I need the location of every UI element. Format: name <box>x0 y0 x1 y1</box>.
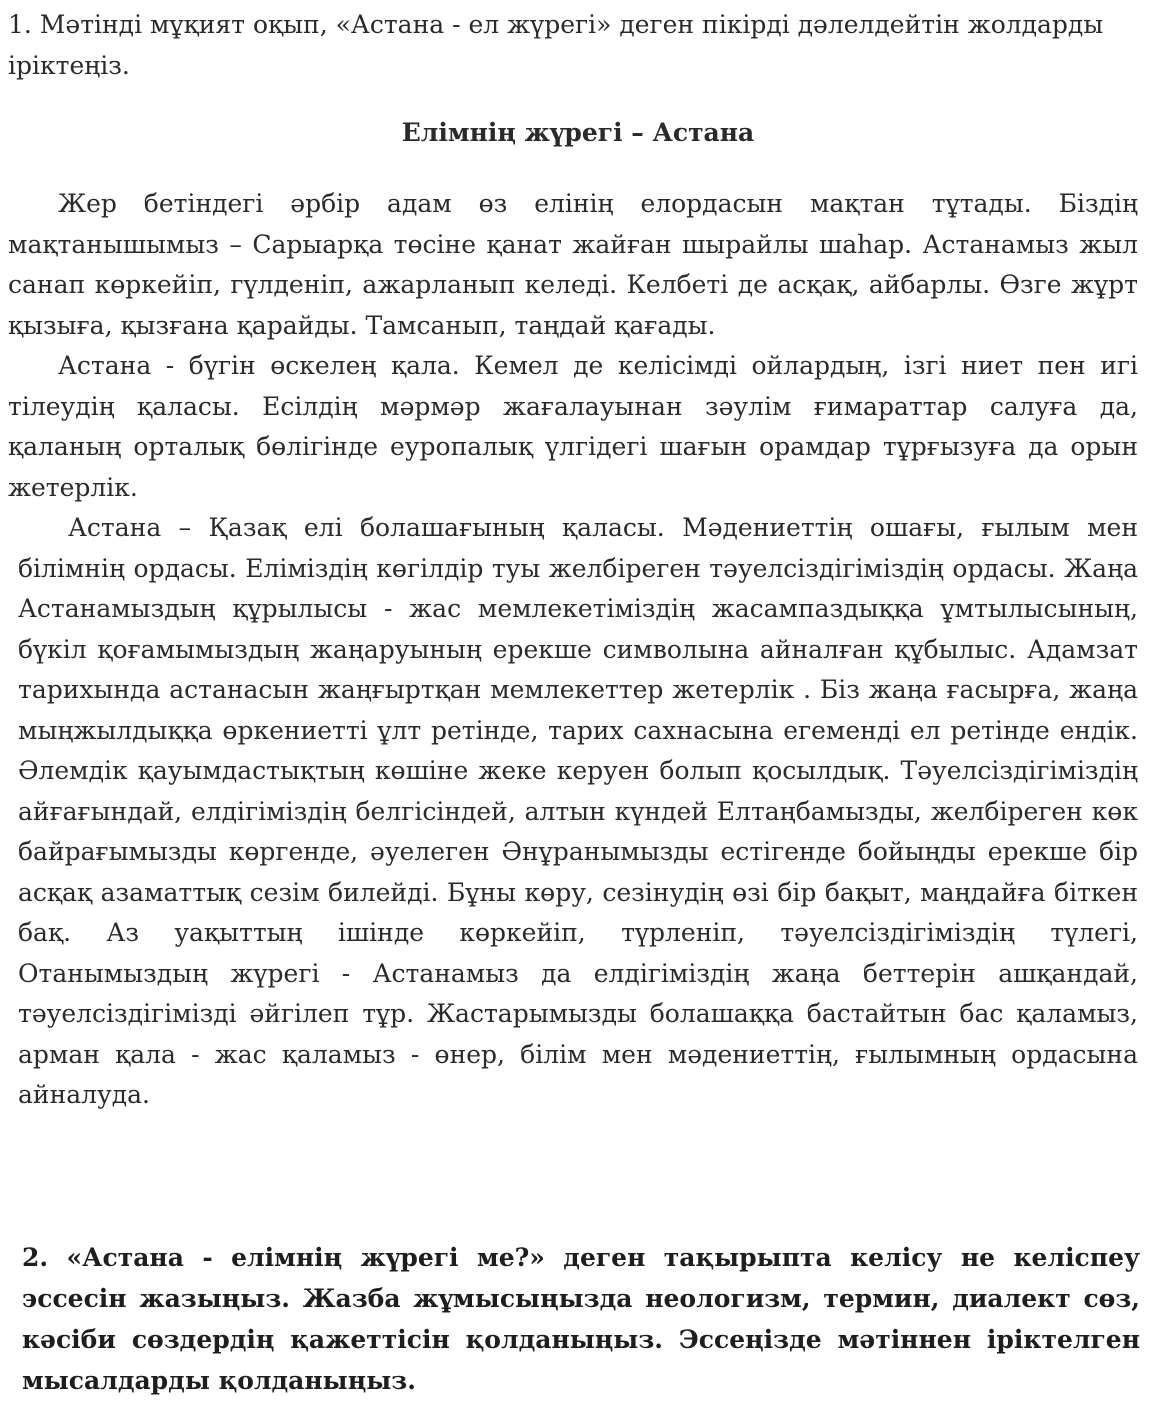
article-paragraph-3: Астана – Қазақ елі болашағының қаласы. Мәдениеттің ошағы, ғылым мен білімнің ордасы. Еліміздің көгілдір туы желбіреген тәуелсіздігіміздің ордасы. Жаңа Астанамыздың құрылысы - жас мемлекетіміздің жасампаздыққа ұмтылысының, бүкіл қоғамымыздың жаңаруының ерекше символына айналған құбылыс. Адамзат тарихында астанасын жаңғыртқан мемлекеттер жетерлік . Біз жаңа ғасырға, жаңа мыңжылдыққа өркениетті ұлт ретінде, тарих сахнасына егеменді ел ретінде ендік. Әлемдік қауымдастықтың көшіне жеке керуен болып қосылдық. Тәуелсіздігіміздің айғағындай, елдігіміздің белгісіндей, алтын күндей Елтаңбамызды, желбіреген көк байрағымызды көргенде, әуелеген Әнұранымызды естігенде бойыңды ерекше бір асқақ азаматтық сезім билейді. Бұны көру, сезінудің өзі бір бақыт, маңдайға біткен бақ. Аз уақыттың ішінде көркейіп, түрленіп, тәуелсіздігіміздің түлегі, Отанымыздың жүрегі - Астанамыз да елдігіміздің жаңа беттерін ашқандай, тәуелсіздігімізді әйгілеп тұр. Жастарымызды болашаққа бастайтын бас қаламыз, арман қала - жас қаламыз - өнер, білім мен мәдениеттің, ғылымның ордасына айналуда. <box>18 513 1138 1109</box>
task-2-instruction <box>22 1237 1140 1401</box>
task-1-instruction <box>8 4 1128 86</box>
article-title: Елімнің жүрегі – Астана <box>401 118 755 147</box>
task-2-text: 2. «Астана - елімнің жүрегі ме?» деген тақырыпта келісу не келіспеу эссесін жазыңыз. Жазба жұмысыңызда неологизм, термин, диалект сөз, кәсіби сөздердің қажеттісін қолданыңыз. Эссеңізде мәтіннен іріктелген мысалдарды қолданыңыз. <box>22 1243 1140 1395</box>
article-paragraph-1: Жер бетіндегі әрбір адам өз елінің елордасын мақтан тұтады. Біздің мақтанышымыз – Сарыарқа төсіне қанат жайған шырайлы шаһар. Астанамыз жыл санап көркейіп, гүлденіп, ажарланып келеді. Келбеті де асқақ, айбарлы. Өзге жұрт қызыға, қызғана қарайды. Тамсанып, таңдай қағады. <box>8 189 1138 340</box>
task-1-text: 1. Мәтінді мұқият оқып, «Астана - ел жүрегі» деген пікірді дәлелдейтін жолдарды іріктеңіз. <box>8 10 1104 80</box>
article-paragraph-2: Астана - бүгін өскелең қала. Кемел де келісімді ойлардың, ізгі ниет пен игі тілеудің қаласы. Есілдің мәрмәр жағалауынан зәулім ғимараттар салуға да, қаланың орталық бөлігінде еуропалық үлгідегі шағын орамдар тұрғызуға да орын жетерлік. <box>8 351 1138 502</box>
article-body <box>8 184 1138 1116</box>
